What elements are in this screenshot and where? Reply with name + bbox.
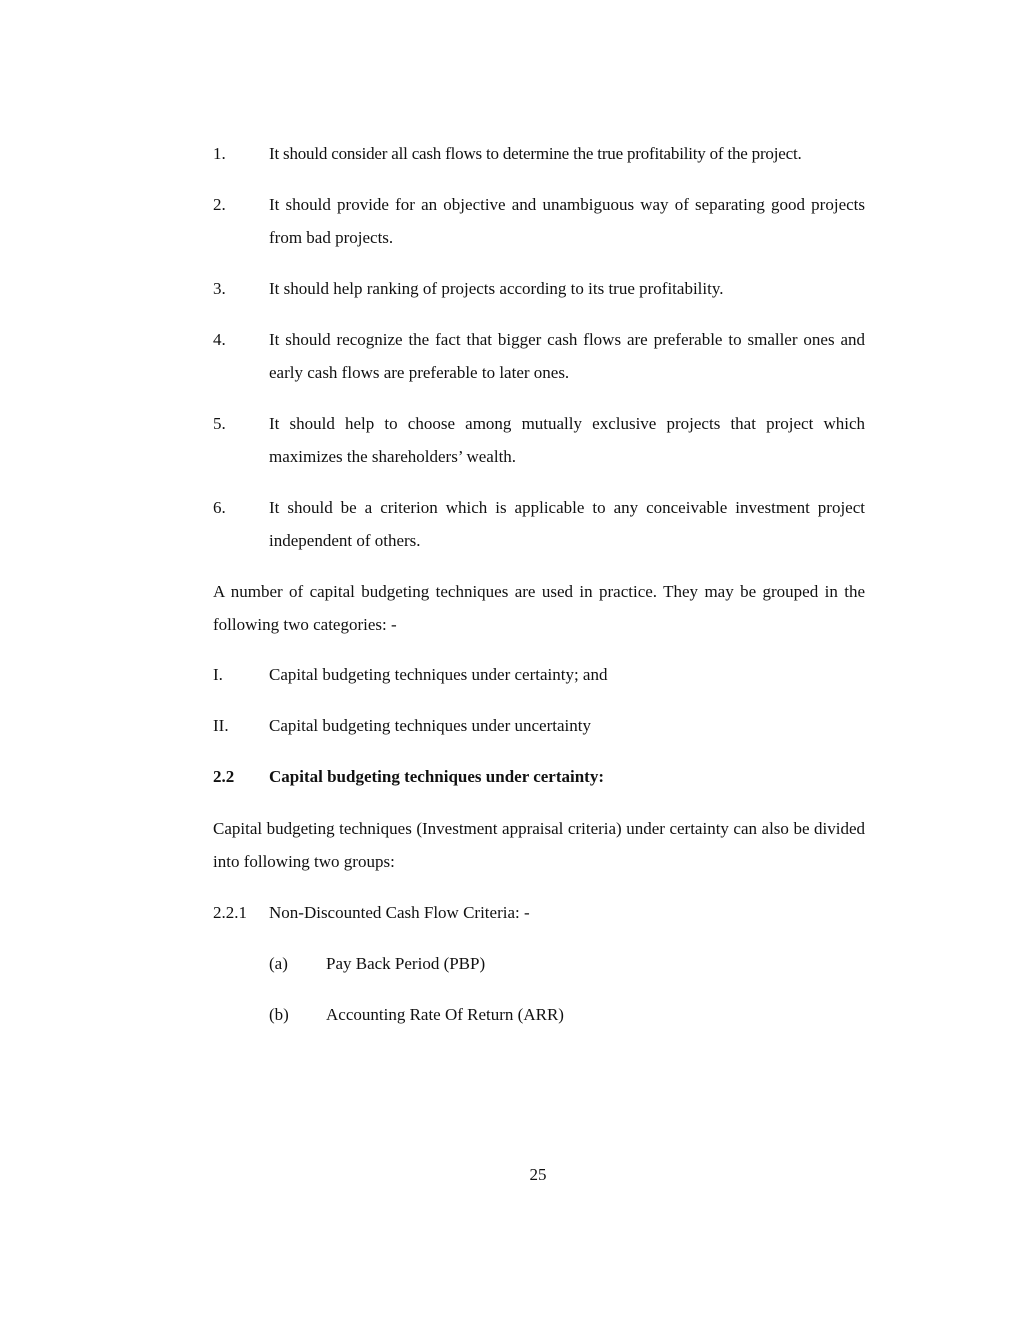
section-number: 2.2 (213, 767, 235, 786)
page-number: 25 (529, 1165, 547, 1184)
section-heading (213, 760, 865, 793)
subsection-number: 2.2.1 (213, 903, 247, 922)
subsection-title: Non-Discounted Cash Flow Criteria: - (269, 903, 530, 922)
criterion-item-5 (213, 407, 865, 473)
criterion-text: It should help ranking of projects according to its true profitability. (269, 279, 724, 298)
method-label: (b) (269, 1005, 289, 1024)
criterion-item-6 (213, 491, 865, 557)
method-label: (a) (269, 954, 288, 973)
criterion-number: 2. (213, 195, 226, 214)
criterion-item-4 (213, 323, 865, 389)
category-number: II. (213, 716, 229, 735)
criterion-number: 3. (213, 279, 226, 298)
criterion-text: It should be a criterion which is applicable to any conceivable investment project independent of others. (269, 498, 865, 550)
method-item-a (269, 947, 865, 980)
criterion-number: 6. (213, 498, 226, 517)
method-item-b (269, 998, 865, 1031)
criterion-number: 1. (213, 144, 226, 163)
category-number: I. (213, 665, 223, 684)
category-text: Capital budgeting techniques under uncertainty (269, 716, 591, 735)
category-item-2 (213, 709, 865, 742)
criterion-text: It should consider all cash flows to determine the true profitability of the project. (269, 144, 802, 163)
criterion-item-1 (213, 137, 865, 170)
method-text: Accounting Rate Of Return (ARR) (326, 1005, 564, 1024)
category-text: Capital budgeting techniques under certainty; and (269, 665, 608, 684)
intro-paragraph: A number of capital budgeting techniques are used in practice. They may be grouped in the following two categories: - (213, 582, 865, 634)
criterion-number: 5. (213, 414, 226, 433)
criterion-text: It should provide for an objective and unambiguous way of separating good projects from bad projects. (269, 195, 865, 247)
subsection-heading (213, 896, 865, 929)
method-text: Pay Back Period (PBP) (326, 954, 486, 973)
section-title: Capital budgeting techniques under certainty: (269, 767, 604, 786)
criterion-item-3 (213, 272, 865, 305)
criterion-number: 4. (213, 330, 226, 349)
section-paragraph: Capital budgeting techniques (Investment appraisal criteria) under certainty can also be divided into following two groups: (213, 819, 865, 871)
criterion-text: It should help to choose among mutually exclusive projects that project which maximizes the shareholders’ wealth. (269, 414, 865, 466)
category-item-1 (213, 658, 865, 691)
criterion-text: It should recognize the fact that bigger cash flows are preferable to smaller ones and early cash flows are preferable to later ones. (269, 330, 865, 382)
criterion-item-2 (213, 188, 865, 254)
